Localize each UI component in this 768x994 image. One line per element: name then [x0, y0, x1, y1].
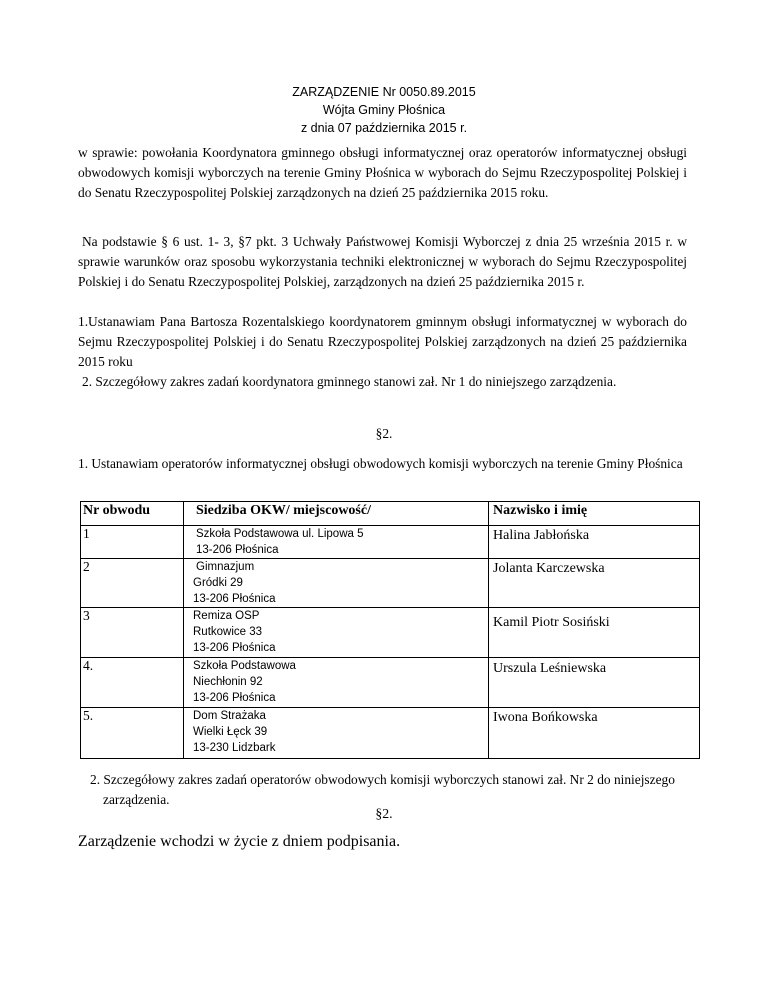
row-name: Kamil Piotr Sosiński	[489, 608, 700, 658]
address-line: 13-206 Płośnica	[193, 692, 276, 704]
row-nr: 2	[81, 559, 184, 608]
table-row	[81, 608, 700, 658]
row-nr: 1	[81, 526, 184, 559]
address-line: Wielki Łęck 39	[193, 726, 268, 738]
point2-text: 2. Szczegółowy zakres zadań koordynatora gminnego stanowi zał. Nr 1 do niniejszego zarządzenia.	[82, 374, 617, 389]
header-issuer: Wójta Gminy Płośnica	[322, 103, 446, 117]
row-address	[184, 608, 489, 658]
row-address	[184, 658, 489, 708]
address-line: Gródki 29	[193, 577, 243, 589]
row-nr: 5.	[81, 708, 184, 759]
address-line: Remiza OSP	[193, 610, 260, 622]
point1-paragraph	[78, 312, 687, 372]
point2-paragraph	[78, 372, 687, 392]
address-line: 13-206 Płośnica	[193, 642, 276, 654]
operators-intro-paragraph	[78, 454, 687, 474]
row-nr: 3	[81, 608, 184, 658]
basis-text: Na podstawie § 6 ust. 1- 3, §7 pkt. 3 Uchwały Państwowej Komisji Wyborczej z dnia 25 września 2015 r. w sprawie warunków oraz sposobu wykorzystania techniki elektronicznej w wyborach do Sejmu Rzeczypospolitej Polskiej i do Senatu Rzeczypospolitej Polskiej, zarządzonych na dzień 25 października 2015 r.	[78, 234, 687, 289]
row-address	[184, 559, 489, 608]
subject-paragraph	[78, 143, 687, 203]
header-date: z dnia 07 października 2015 r.	[300, 121, 468, 135]
row-nr: 4.	[81, 658, 184, 708]
address-line: Szkoła Podstawowa ul. Lipowa 5	[196, 528, 364, 540]
closing-statement: Zarządzenie wchodzi w życie z dniem podpisania.	[78, 833, 401, 850]
section-mark-1: §2.	[375, 426, 393, 441]
row-address	[184, 708, 489, 759]
row-name: Iwona Bońkowska	[489, 708, 700, 759]
address-line: Niechłonin 92	[193, 676, 263, 688]
operators-scope-text: 2. Szczegółowy zakres zadań operatorów obwodowych komisji wyborczych stanowi zał. Nr 2 do niniejszego zarządzenia.	[90, 772, 675, 807]
header-title: ZARZĄDZENIE Nr 0050.89.2015	[292, 85, 476, 99]
table-row	[81, 708, 700, 759]
table-row	[81, 658, 700, 708]
basis-paragraph	[78, 232, 687, 292]
table-row	[81, 559, 700, 608]
point1-text: 1.Ustanawiam Pana Bartosza Rozentalskiego koordynatorem gminnym obsługi informatycznej w wyborach do Sejmu Rzeczypospolitej Polskiej i do Senatu Rzeczypospolitej Polskiej zarządzonych na dzień 25 października 2015 roku	[78, 314, 687, 369]
operators-table	[80, 501, 700, 759]
header-siedziba: Siedziba OKW/ miejscowość/	[184, 502, 489, 526]
address-line: 13-206 Płośnica	[193, 593, 276, 605]
table-row	[81, 526, 700, 559]
document-header	[0, 83, 768, 137]
row-address	[184, 526, 489, 559]
table-header-row	[81, 502, 700, 526]
address-line: 13-206 Płośnica	[196, 544, 279, 556]
address-line: 13-230 Lidzbark	[193, 742, 276, 754]
address-line: Dom Strażaka	[193, 710, 266, 722]
operators-scope-paragraph	[90, 770, 699, 810]
header-nr-obwodu: Nr obwodu	[81, 502, 184, 526]
address-line: Szkoła Podstawowa	[193, 660, 296, 672]
address-line: Rutkowice 33	[193, 626, 263, 638]
row-name: Halina Jabłońska	[489, 526, 700, 559]
row-name: Jolanta Karczewska	[489, 559, 700, 608]
header-nazwisko: Nazwisko i imię	[489, 502, 700, 526]
subject-text: w sprawie: powołania Koordynatora gminnego obsługi informatycznej oraz operatorów informatycznej obsługi obwodowych komisji wyborczych na terenie Gminy Płośnica w wyborach do Sejmu Rzeczypospolitej Polskiej i do Senatu Rzeczypospolitej Polskiej zarządzonych na dzień 25 października 2015 roku.	[78, 145, 687, 200]
operators-intro-text: 1. Ustanawiam operatorów informatycznej obsługi obwodowych komisji wyborczych na terenie Gminy Płośnica	[78, 456, 683, 471]
section-mark-2: §2.	[375, 806, 393, 821]
row-name: Urszula Leśniewska	[489, 658, 700, 708]
address-line: Gimnazjum	[196, 561, 255, 573]
